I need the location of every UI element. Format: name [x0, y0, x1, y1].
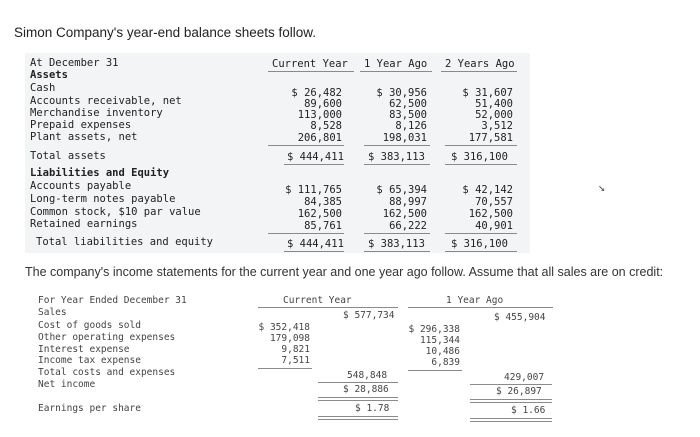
assets-heading: Assets: [30, 69, 68, 81]
expense-label: Other operating expenses: [38, 332, 176, 343]
sales-current: $ 577,734: [343, 310, 395, 321]
expense-current: 9,821: [281, 344, 310, 355]
expense-label: Income tax expense: [38, 355, 141, 366]
liability-value-1-year-ago: $ 65,394: [376, 184, 427, 196]
is-header-current-year: Current Year: [283, 295, 352, 306]
header-rule: [258, 307, 398, 308]
total-liabilities-label: Total liabilities and equity: [36, 236, 214, 248]
liability-value-current: $ 111,765: [285, 184, 342, 196]
header-rule: [268, 71, 354, 72]
total-rule: [284, 251, 344, 252]
bs-header-1-year-ago: 1 Year Ago: [364, 58, 428, 70]
total-rule: [364, 251, 430, 252]
header-rule: [360, 71, 432, 72]
total-rule: [284, 164, 344, 165]
liability-label: Long-term notes payable: [30, 193, 176, 205]
total-rule: [318, 416, 398, 417]
subtotal-rule: [364, 233, 430, 234]
liability-value-current: 84,385: [304, 196, 342, 208]
total-liabilities-2-years-ago: $ 316,100: [451, 238, 508, 250]
income-intro-text: The company's income statements for the current year and one year ago follow. Assume that all sales are on credit:: [25, 265, 664, 279]
header-rule: [408, 307, 553, 308]
sales-1-year-ago: $ 455,904: [494, 312, 546, 323]
asset-label: Merchandise inventory: [30, 107, 163, 119]
total-rule: [318, 397, 398, 398]
question-title: Simon Company's year-end balance sheets follow.: [14, 25, 316, 40]
subtotal-rule: [445, 233, 517, 234]
liability-label: Common stock, $10 par value: [30, 206, 201, 218]
total-assets-1-year-ago: $ 383,113: [368, 151, 425, 163]
net-income-label: Net income: [38, 379, 96, 390]
asset-value-1-year-ago: 198,031: [382, 132, 427, 144]
liability-label: Retained earnings: [30, 218, 138, 230]
expense-current: $ 352,418: [258, 322, 310, 333]
bs-header-2-years-ago: 2 Years Ago: [445, 58, 515, 70]
asset-label: Prepaid expenses: [30, 119, 132, 131]
is-header-label: For Year Ended December 31: [38, 295, 187, 306]
asset-value-2-years-ago: $ 31,607: [462, 87, 513, 99]
asset-value-2-years-ago: 177,581: [468, 132, 513, 144]
sales-label: Sales: [38, 307, 67, 318]
total-rule: [470, 402, 552, 403]
expense-current: 179,098: [269, 333, 310, 344]
asset-label: Accounts receivable, net: [30, 95, 182, 107]
asset-value-current: 89,600: [304, 98, 342, 110]
total-rule: [445, 164, 517, 165]
header-rule: [441, 71, 517, 72]
liability-value-1-year-ago: 88,997: [389, 196, 427, 208]
asset-label: Cash: [30, 82, 56, 94]
asset-value-2-years-ago: 3,512: [481, 120, 513, 132]
liability-value-2-years-ago: 70,557: [475, 196, 513, 208]
asset-value-1-year-ago: $ 30,956: [376, 87, 427, 99]
subtotal-rule: [258, 368, 312, 369]
expense-label: Cost of goods sold: [38, 320, 141, 331]
liability-value-2-years-ago: 162,500: [468, 208, 513, 220]
asset-value-2-years-ago: 51,400: [475, 98, 513, 110]
total-rule: [364, 164, 430, 165]
bs-header-current-year: Current Year: [272, 58, 348, 70]
total-costs-1-year-ago: 429,007: [504, 372, 545, 383]
asset-value-current: 113,000: [297, 109, 342, 121]
total-costs-label: Total costs and expenses: [38, 367, 176, 378]
asset-value-current: 206,801: [297, 132, 342, 144]
total-costs-current: 548,848: [347, 370, 388, 381]
eps-current: $ 1.78: [355, 403, 390, 414]
total-rule: [470, 418, 552, 419]
eps-1-year-ago: $ 1.66: [511, 405, 546, 416]
asset-value-current: $ 26,482: [291, 87, 342, 99]
expense-current: 7,511: [281, 355, 310, 366]
asset-value-1-year-ago: 83,500: [389, 109, 427, 121]
liability-value-1-year-ago: 66,222: [389, 220, 427, 232]
is-header-1-year-ago: 1 Year Ago: [446, 295, 504, 306]
subtotal-rule: [318, 382, 398, 383]
expense-1-year-ago: 6,839: [431, 357, 460, 368]
asset-value-1-year-ago: 8,126: [395, 120, 427, 132]
liability-value-current: 162,500: [297, 208, 342, 220]
liability-label: Accounts payable: [30, 180, 132, 192]
expense-label: Interest expense: [38, 344, 130, 355]
subtotal-rule: [408, 370, 462, 371]
asset-label: Plant assets, net: [30, 131, 138, 143]
liability-value-1-year-ago: 162,500: [382, 208, 427, 220]
asset-value-2-years-ago: 52,000: [475, 109, 513, 121]
total-rule: [318, 419, 398, 420]
total-rule: [318, 400, 398, 401]
total-rule: [470, 399, 552, 400]
subtotal-rule: [268, 233, 344, 234]
liability-value-2-years-ago: 40,901: [475, 220, 513, 232]
liabilities-heading: Liabilities and Equity: [30, 167, 170, 179]
total-rule: [445, 251, 517, 252]
expense-1-year-ago: 10,486: [425, 346, 460, 357]
total-assets-current: $ 444,411: [287, 151, 344, 163]
asset-value-current: 8,528: [310, 120, 342, 132]
total-liabilities-current: $ 444,411: [287, 238, 344, 250]
expense-1-year-ago: 115,344: [419, 335, 460, 346]
total-rule: [470, 421, 552, 422]
cursor-arrow-icon: ↘: [598, 180, 606, 194]
liability-value-current: 85,761: [304, 220, 342, 232]
eps-label: Earnings per share: [38, 403, 141, 414]
total-assets-label: Total assets: [30, 150, 106, 162]
net-income-1-year-ago: $ 26,897: [496, 386, 542, 397]
subtotal-rule: [470, 384, 552, 385]
total-liabilities-1-year-ago: $ 383,113: [368, 238, 425, 250]
total-assets-2-years-ago: $ 316,100: [451, 151, 508, 163]
liability-value-2-years-ago: $ 42,142: [462, 184, 513, 196]
subtotal-rule: [445, 145, 517, 146]
subtotal-rule: [364, 145, 430, 146]
expense-1-year-ago: $ 296,338: [408, 324, 460, 335]
bs-header-label: At December 31: [30, 57, 119, 69]
net-income-current: $ 28,886: [343, 384, 389, 395]
subtotal-rule: [268, 145, 344, 146]
asset-value-1-year-ago: 62,500: [389, 98, 427, 110]
